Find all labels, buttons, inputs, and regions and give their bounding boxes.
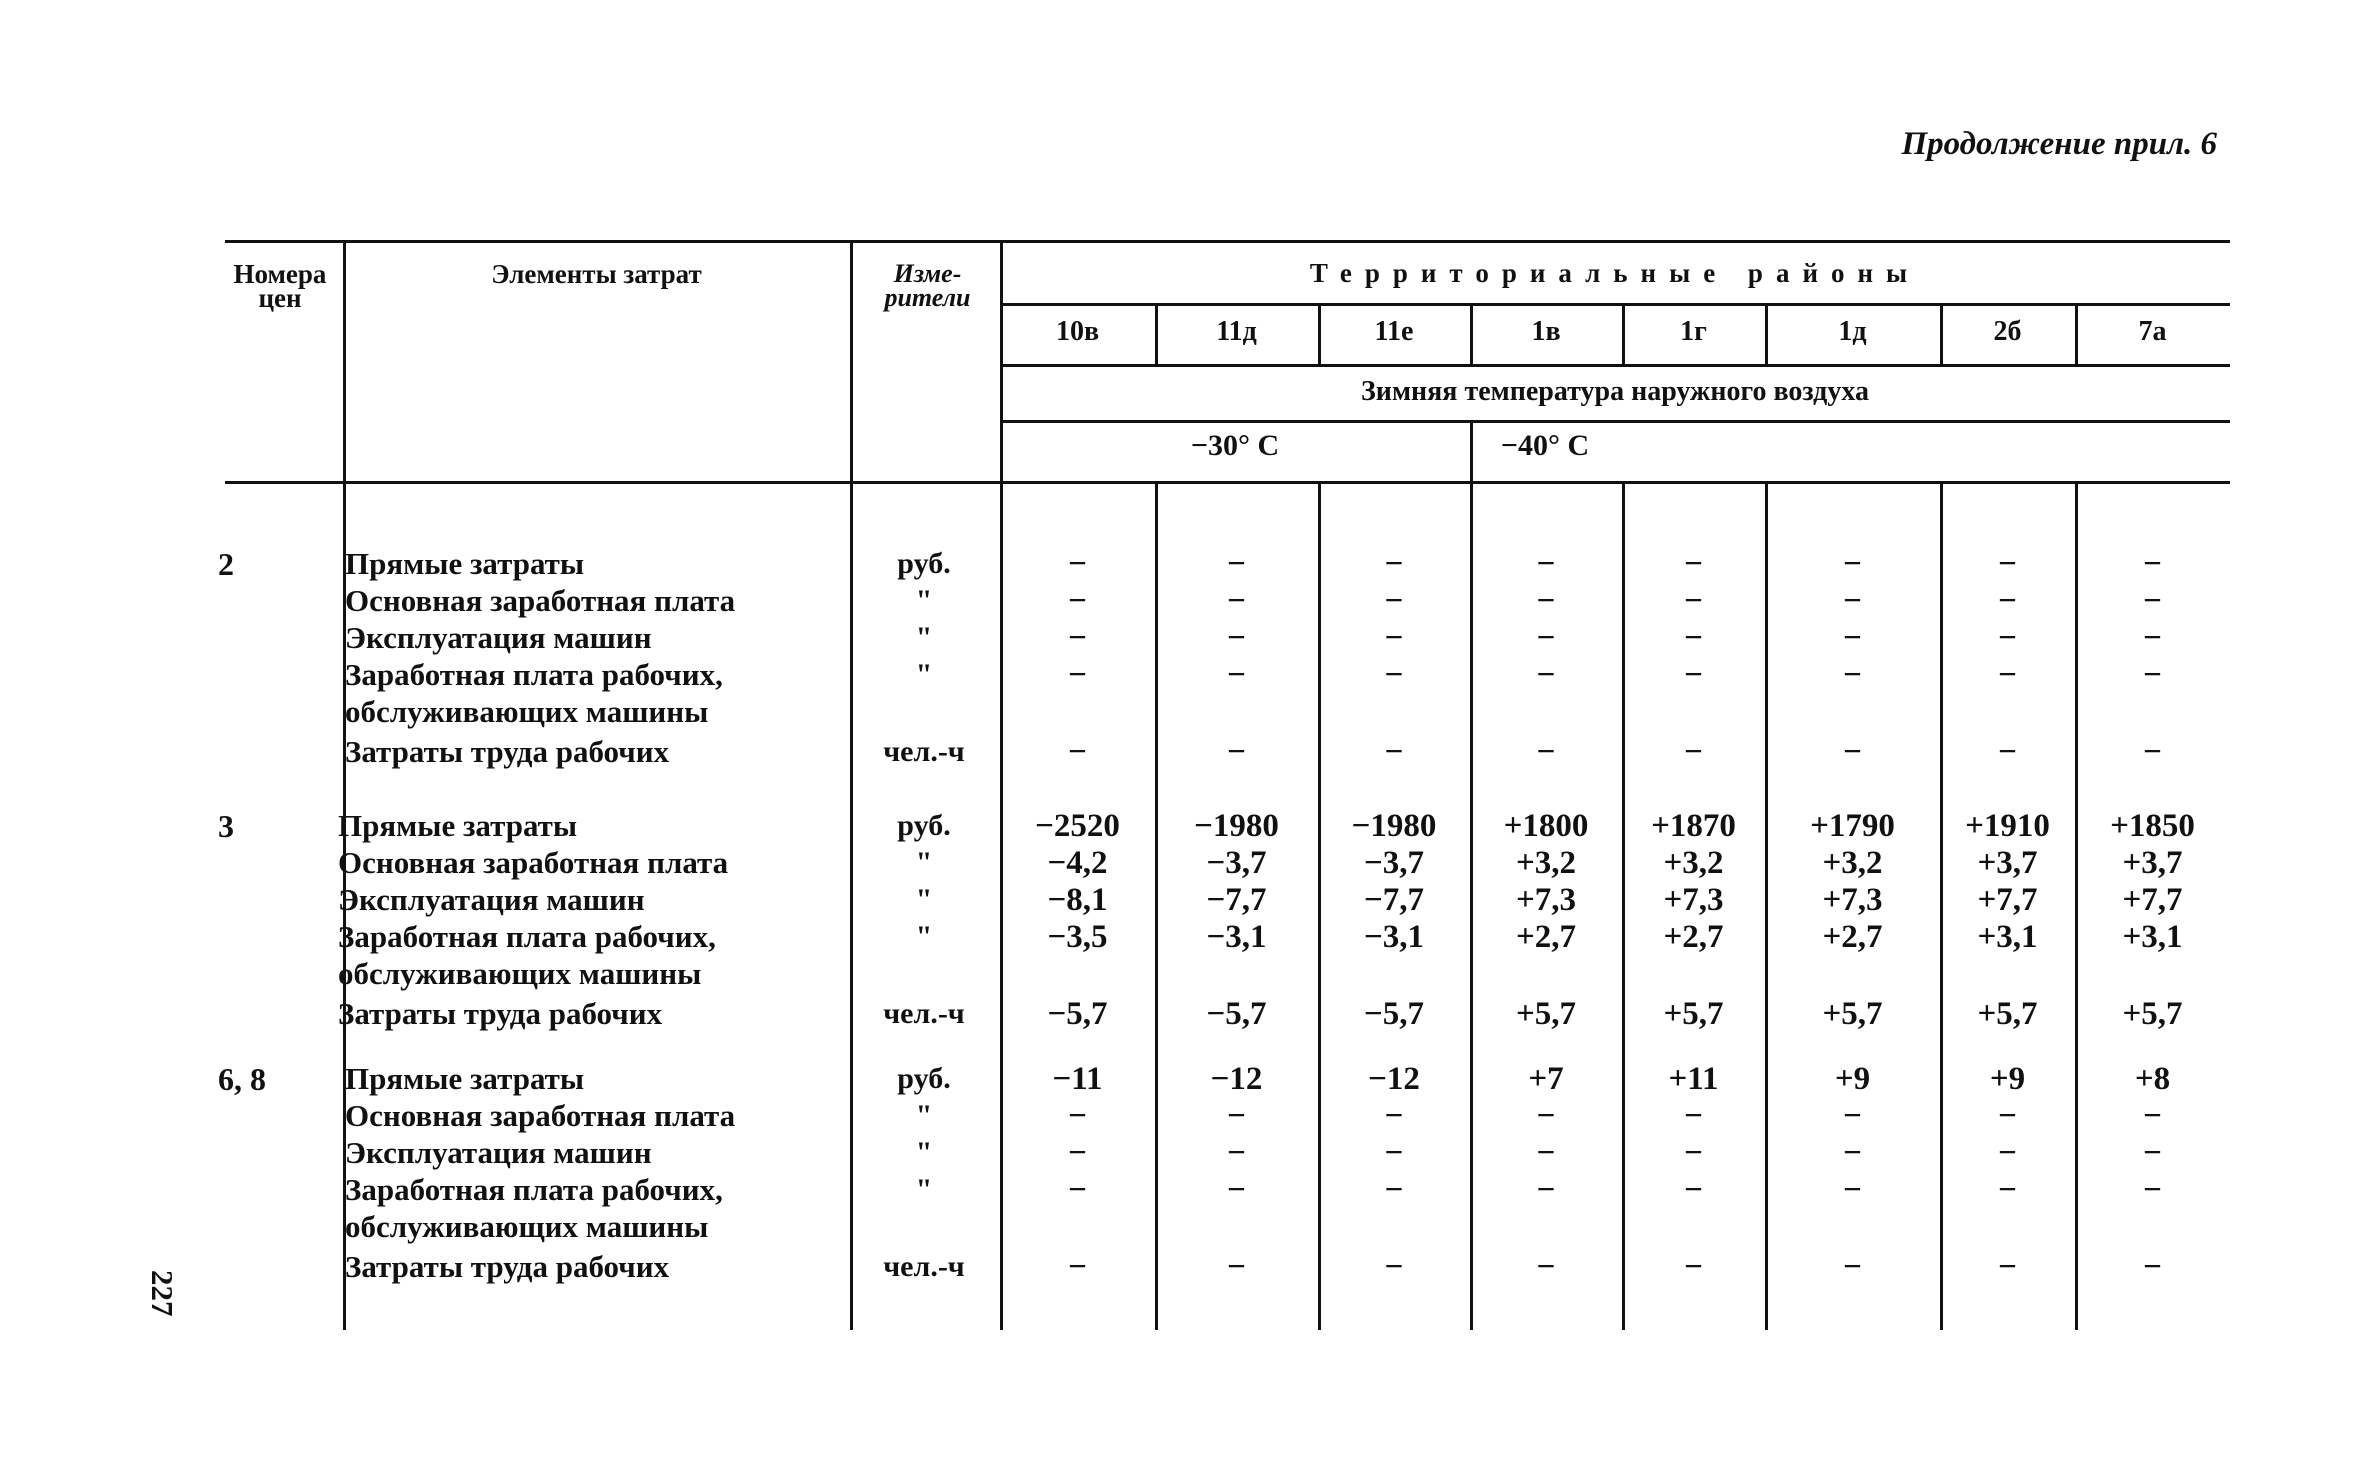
unit-label: чел.-ч: [883, 735, 965, 768]
value-cell: −: [1684, 657, 1703, 693]
regions-title: Территориальные районы: [1309, 258, 1921, 288]
element-label: Затраты труда рабочих: [338, 996, 663, 1031]
value-cell: +3,7: [2122, 845, 2183, 881]
element-label: Затраты труда рабочих: [345, 734, 670, 769]
value-cell: +1790: [1810, 808, 1895, 844]
value-cell: −: [1068, 546, 1087, 582]
regions-bottom-rule: [1000, 364, 2230, 367]
value-cell: −: [1536, 1135, 1556, 1171]
value-cell: −: [1684, 546, 1703, 582]
regions-rule: [1000, 303, 2230, 306]
value-cell: −: [1684, 1172, 1703, 1208]
value-cell: −: [1998, 657, 2017, 693]
value-cell: −: [1227, 1098, 1246, 1134]
value-cell: −: [1684, 1249, 1703, 1285]
value-cell: +9: [1834, 1061, 1871, 1097]
temp-title-rule: [1000, 420, 2230, 423]
value-cell: −: [1227, 1249, 1246, 1285]
unit-label: ": [915, 846, 933, 879]
value-cell: −: [1684, 734, 1703, 770]
value-cell: +1870: [1651, 808, 1736, 844]
value-cell: −: [1068, 1172, 1087, 1208]
element-label: Затраты труда рабочих: [345, 1249, 670, 1284]
value-cell: +1800: [1503, 808, 1589, 844]
value-cell: −3,7: [1206, 845, 1267, 881]
region-label-5: 1д: [1838, 316, 1867, 347]
value-cell: −: [2143, 734, 2162, 770]
value-cell: −: [2143, 620, 2162, 656]
value-cell: −: [1227, 657, 1246, 693]
value-cell: −: [1227, 734, 1246, 770]
value-cell: −: [1998, 1172, 2017, 1208]
element-label: Основная заработная плата: [345, 1098, 736, 1133]
value-cell: −: [1227, 546, 1246, 582]
value-cell: −: [1068, 657, 1087, 693]
element-label: Эксплуатация машин: [345, 1135, 652, 1170]
value-cell: −: [1384, 734, 1404, 770]
region-label-4: 1г: [1680, 316, 1707, 347]
header-bottom-rule: [225, 481, 2230, 484]
unit-label: ": [915, 1173, 933, 1206]
element-label: обслуживающих машины: [345, 1209, 709, 1244]
value-cell: −3,1: [1363, 919, 1425, 955]
unit-label: руб.: [897, 547, 951, 580]
unit-label: ": [915, 584, 933, 617]
value-cell: +7,3: [1822, 882, 1883, 918]
value-cell: +2,7: [1515, 919, 1577, 955]
value-cell: +5,7: [2122, 996, 2183, 1032]
value-cell: +3,1: [2122, 919, 2183, 955]
value-cell: −: [1384, 657, 1404, 693]
unit-label: ": [915, 920, 933, 953]
value-cell: −11: [1052, 1061, 1103, 1097]
value-cell: −: [1384, 1135, 1404, 1171]
value-cell: −: [2143, 583, 2162, 619]
value-cell: +3,7: [1977, 845, 2038, 881]
value-cell: −: [1068, 734, 1087, 770]
value-cell: +3,2: [1663, 845, 1724, 881]
value-cell: −: [2143, 657, 2162, 693]
value-cell: −12: [1368, 1061, 1420, 1097]
element-label: Эксплуатация машин: [338, 882, 645, 917]
unit-label: ": [915, 658, 933, 691]
value-cell: −: [1998, 583, 2017, 619]
value-cell: −: [1684, 1135, 1703, 1171]
element-label: Прямые затраты: [345, 1061, 585, 1096]
value-cell: −3,5: [1047, 919, 1108, 955]
value-cell: −: [1536, 1098, 1556, 1134]
value-cell: +3,2: [1515, 845, 1577, 881]
value-cell: −5,7: [1206, 996, 1267, 1032]
value-cell: +7,3: [1663, 882, 1724, 918]
group-number: 6, 8: [218, 1061, 266, 1097]
header-top-rule: [225, 240, 2230, 243]
value-cell: −: [1227, 1135, 1246, 1171]
value-cell: −: [1536, 1172, 1556, 1208]
value-cell: −5,7: [1047, 996, 1108, 1032]
group-number: 2: [218, 546, 234, 582]
element-label: обслуживающих машины: [345, 694, 709, 729]
value-cell: −12: [1210, 1061, 1263, 1097]
col-header-unit: Изме-рители: [884, 259, 971, 312]
value-cell: −: [1998, 1098, 2017, 1134]
value-cell: −1980: [1351, 808, 1437, 844]
value-cell: −: [1998, 1135, 2017, 1171]
element-label: обслуживающих машины: [338, 956, 702, 991]
value-cell: −: [1068, 1098, 1087, 1134]
col-header-elements: Элементы затрат: [491, 259, 702, 289]
unit-label: ": [915, 1099, 933, 1132]
value-cell: −: [1227, 620, 1246, 656]
value-cell: +3,1: [1977, 919, 2038, 955]
region-label-3: 1в: [1531, 316, 1561, 347]
value-cell: −: [1843, 583, 1862, 619]
value-cell: +1910: [1965, 808, 2050, 844]
value-cell: −: [1684, 583, 1703, 619]
unit-label: руб.: [897, 1062, 951, 1095]
value-cell: −: [1536, 620, 1556, 656]
page-number: 227: [145, 1270, 180, 1317]
value-cell: −5,7: [1363, 996, 1425, 1032]
value-cell: +8: [2134, 1061, 2171, 1097]
value-cell: −: [1536, 1249, 1556, 1285]
value-cell: −: [1068, 1249, 1087, 1285]
value-cell: +5,7: [1663, 996, 1724, 1032]
value-cell: +2,7: [1822, 919, 1883, 955]
value-cell: −4,2: [1047, 845, 1108, 881]
value-cell: −: [1843, 546, 1862, 582]
value-cell: +7,7: [2122, 882, 2183, 918]
unit-label: ": [915, 1136, 933, 1169]
element-label: Заработная плата рабочих,: [345, 657, 723, 692]
value-cell: −: [1843, 1098, 1862, 1134]
value-cell: +5,7: [1977, 996, 2038, 1032]
value-cell: −7,7: [1206, 882, 1267, 918]
value-cell: −: [2143, 1098, 2162, 1134]
value-cell: −: [1536, 546, 1556, 582]
value-cell: −3,1: [1206, 919, 1267, 955]
unit-label: чел.-ч: [883, 997, 965, 1030]
col-rule-elements: [850, 240, 853, 1330]
region-label-2: 11е: [1374, 316, 1414, 347]
value-cell: −: [1684, 1098, 1703, 1134]
value-cell: −: [1227, 1172, 1246, 1208]
temp-title: Зимняя температура наружного воздуха: [1361, 376, 1869, 407]
value-cell: −3,7: [1363, 845, 1425, 881]
value-cell: −: [1843, 734, 1862, 770]
value-cell: −: [1536, 657, 1556, 693]
value-cell: −: [1843, 657, 1862, 693]
value-cell: −2520: [1035, 808, 1120, 844]
value-cell: −: [1068, 583, 1087, 619]
region-label-7: 7а: [2138, 316, 2167, 347]
value-cell: −: [1843, 1172, 1862, 1208]
value-cell: +5,7: [1822, 996, 1883, 1032]
value-cell: +11: [1668, 1061, 1719, 1097]
value-cell: −: [1998, 1249, 2017, 1285]
value-cell: −: [1227, 583, 1246, 619]
value-cell: −: [2143, 1249, 2162, 1285]
value-cell: −: [1384, 583, 1404, 619]
value-cell: −1980: [1194, 808, 1279, 844]
value-cell: −: [1998, 620, 2017, 656]
value-cell: +3,2: [1822, 845, 1883, 881]
region-label-0: 10в: [1055, 316, 1100, 347]
value-cell: −: [1998, 734, 2017, 770]
temp-group-40: −40° С: [1500, 429, 1590, 462]
value-cell: −: [1684, 620, 1703, 656]
unit-label: ": [915, 621, 933, 654]
value-cell: −: [1843, 620, 1862, 656]
element-label: Прямые затраты: [338, 808, 578, 843]
value-cell: −: [1068, 1135, 1087, 1171]
value-cell: −: [1068, 620, 1087, 656]
unit-label: чел.-ч: [883, 1250, 965, 1283]
value-cell: +7: [1528, 1061, 1564, 1097]
value-cell: −: [1998, 546, 2017, 582]
value-cell: −: [2143, 1172, 2162, 1208]
element-label: Основная заработная плата: [345, 583, 736, 618]
value-cell: +7,3: [1515, 882, 1577, 918]
value-cell: +9: [1989, 1061, 2026, 1097]
col-header-num: Номера цен: [233, 259, 327, 313]
region-label-1: 11д: [1216, 316, 1257, 347]
value-cell: −: [1843, 1135, 1862, 1171]
element-label: Заработная плата рабочих,: [345, 1172, 723, 1207]
group-number: 3: [218, 808, 234, 844]
value-cell: −: [1536, 734, 1556, 770]
value-cell: −: [1384, 1249, 1404, 1285]
value-cell: −: [1384, 620, 1404, 656]
element-label: Заработная плата рабочих,: [338, 919, 716, 954]
value-cell: +7,7: [1977, 882, 2038, 918]
unit-label: руб.: [897, 809, 951, 842]
value-cell: −: [2143, 546, 2162, 582]
unit-label: ": [915, 883, 933, 916]
value-cell: −: [1843, 1249, 1862, 1285]
element-label: Прямые затраты: [345, 546, 585, 581]
element-label: Эксплуатация машин: [345, 620, 652, 655]
value-cell: −: [1384, 1098, 1404, 1134]
value-cell: −8,1: [1047, 882, 1108, 918]
value-cell: +5,7: [1515, 996, 1577, 1032]
temp-group-30: −30° С: [1190, 429, 1280, 462]
element-label: Основная заработная плата: [338, 845, 729, 880]
value-cell: −: [2143, 1135, 2162, 1171]
value-cell: −: [1536, 583, 1556, 619]
region-label-6: 2б: [1993, 316, 2022, 347]
value-cell: +2,7: [1663, 919, 1724, 955]
continuation-title: Продолжение прил. 6: [1901, 126, 2217, 162]
value-cell: −: [1384, 1172, 1404, 1208]
value-cell: −: [1384, 546, 1404, 582]
value-cell: −7,7: [1363, 882, 1425, 918]
value-cell: +1850: [2110, 808, 2195, 844]
